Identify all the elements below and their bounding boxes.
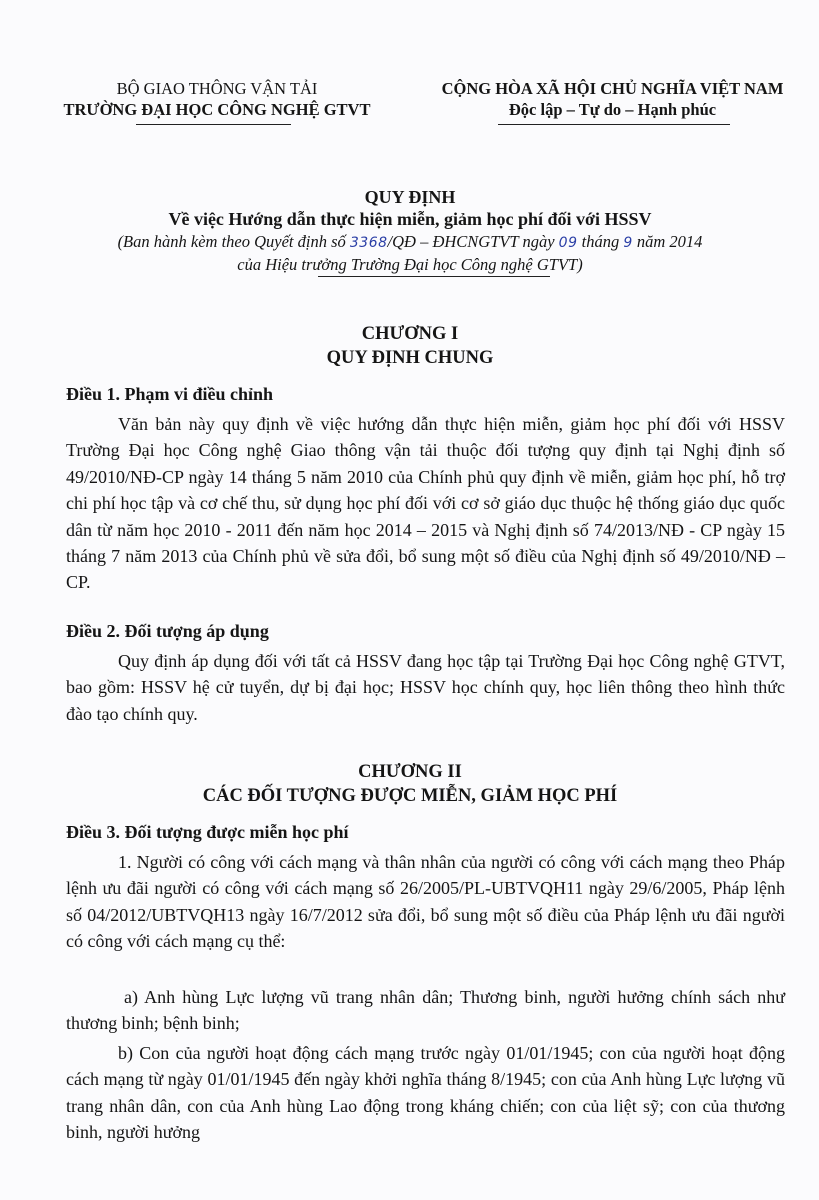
- decree-year: năm 2014: [632, 232, 703, 251]
- article3-item-a: a) Anh hùng Lực lượng vũ trang nhân dân; Thương binh, người hưởng chính sách như thương binh; bệnh binh;: [66, 987, 785, 1034]
- handwritten-day: 09: [558, 235, 578, 251]
- article2-heading: Điều 2. Đối tượng áp dụng: [66, 621, 269, 641]
- decree-mid: /QĐ – ĐHCNGTVT ngày: [387, 232, 559, 251]
- handwritten-month: 9: [623, 235, 633, 251]
- article1-text: Văn bản này quy định về việc hướng dẫn thực hiện miễn, giảm học phí đối với HSSV Trường Đại học Công nghệ Giao thông vận tải thuộc đối tượng quy định tại Nghị định số 49/2010/NĐ-CP ngày 14 tháng 5 năm 2010 của Chính phủ quy định về miễn, giảm học phí, hỗ trợ chi phí học tập và cơ chế thu, sử dụng học phí đối với cơ sở giáo dục thuộc hệ thống giáo dục quốc dân từ năm học 2010 - 2011 đến năm học 2014 – 2015 và Nghị định số 74/2013/NĐ - CP ngày 15 tháng 7 năm 2013 của Chính phủ về sửa đổi, bổ sung một số điều của Nghị định số 49/2010/NĐ – CP.: [66, 414, 785, 593]
- document-title: QUY ĐỊNH: [364, 187, 456, 207]
- ministry-name: BỘ GIAO THÔNG VẬN TẢI: [116, 79, 318, 98]
- document-subject: Về việc Hướng dẫn thực hiện miễn, giảm học phí đối với HSSV: [168, 209, 652, 229]
- national-motto: Độc lập – Tự do – Hạnh phúc: [508, 100, 717, 119]
- decree-month-label: tháng: [577, 232, 624, 251]
- article3-heading: Điều 3. Đối tượng được miễn học phí: [66, 822, 349, 842]
- article3-item-b: b) Con của người hoạt động cách mạng trước ngày 01/01/1945; con của người hoạt động cách mạng từ ngày 01/01/1945 đến ngày khởi nghĩa tháng 8/1945; con của Anh hùng Lực lượng vũ trang nhân dân, con của Anh hùng Lao động trong kháng chiến; con của liệt sỹ; con của thương binh, người hưởng: [66, 1043, 785, 1143]
- issuer-header: [52, 78, 382, 120]
- chapter1-label: CHƯƠNG I: [361, 324, 459, 344]
- article3-item1: 1. Người có công với cách mạng và thân nhân của người có công với cách mạng theo Pháp lệnh ưu đãi người có công với cách mạng số 26/2005/PL-UBTVQH11 ngày 29/6/2005, Pháp lệnh số 04/2012/UBTVQH13 ngày 16/7/2012 sửa đổi, bổ sung một số điều của Pháp lệnh ưu đãi người có công với cách mạng cụ thể:: [66, 852, 785, 952]
- chapter2-label: CHƯƠNG II: [358, 762, 462, 782]
- motto-underline: [498, 124, 730, 125]
- decree-reference: [60, 231, 760, 275]
- national-header: [410, 78, 815, 120]
- nation-name: CỘNG HÒA XÃ HỘI CHỦ NGHĨA VIỆT NAM: [441, 79, 784, 98]
- article2-text: Quy định áp dụng đối với tất cả HSSV đang học tập tại Trường Đại học Công nghệ GTVT, bao gồm: HSSV hệ cử tuyển, dự bị đại học; HSSV học chính quy, học liên thông theo hình thức đào tạo chính quy.: [66, 651, 785, 724]
- handwritten-decree-number: 3368: [349, 235, 388, 251]
- title-divider: [318, 276, 550, 277]
- school-name: TRƯỜNG ĐẠI HỌC CÔNG NGHỆ GTVT: [63, 100, 371, 119]
- chapter1-name: QUY ĐỊNH CHUNG: [326, 348, 494, 368]
- article1-heading: Điều 1. Phạm vi điều chỉnh: [66, 384, 274, 404]
- decree-prefix: (Ban hành kèm theo Quyết định số: [117, 232, 350, 251]
- issuer-underline: [136, 124, 291, 125]
- chapter2-name: CÁC ĐỐI TƯỢNG ĐƯỢC MIỄN, GIẢM HỌC PHÍ: [202, 786, 618, 806]
- decree-issuer: của Hiệu trưởng Trường Đại học Công nghệ GTVT): [237, 255, 583, 274]
